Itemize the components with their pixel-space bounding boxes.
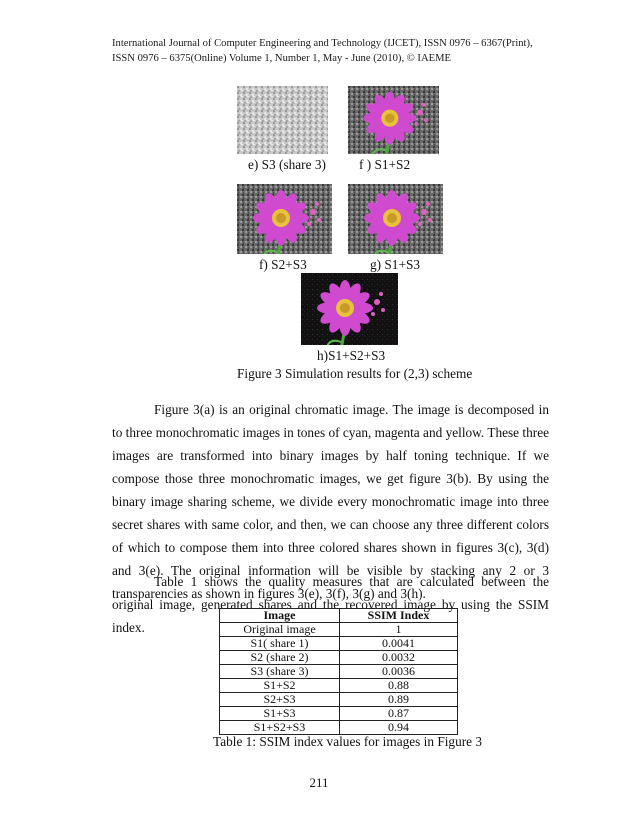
journal-header [112,36,552,66]
header-line-2: ISSN 0976 – 6375(Online) Volume 1, Number 1, May - June (2010), © IAEME [112,53,451,64]
figure-g-s1s3-image [348,184,443,254]
table-row [220,679,458,693]
figure-e-share3-image [237,86,328,154]
table-cell-ssim: 0.89 [340,693,458,707]
table-cell-image: S1( share 1) [220,637,340,651]
table-header-image: Image [220,609,340,623]
paragraph-1-text: Figure 3(a) is an original chromatic image. The image is decomposed in to three monochromatic images in tones of cyan, magenta and yellow. These three images are transformed into binary images by half toning technique. If we compose those three monochromatic images, we get figure 3(b). By using the binary image sharing scheme, we divide every monochromatic image into three secret shares with same color, and then, we can choose any three different colors of which to compose them into three colored shares shown in figures 3(c), 3(d) and 3(e). The original information will be visible by stacking any 2 or 3 transparencies as shown in figures 3(e), 3(f), 3(g) and 3(h). [112,402,549,601]
figure-h-s1s2s3-image [301,273,398,345]
table-cell-image: S2+S3 [220,693,340,707]
caption-h: h)S1+S2+S3 [317,348,386,363]
table-cell-image: S3 (share 3) [220,665,340,679]
table-cell-ssim: 0.0041 [340,637,458,651]
table-header-row [220,609,458,623]
table-cell-image: S1+S2+S3 [220,721,340,735]
table-cell-ssim: 0.88 [340,679,458,693]
table-cell-ssim: 1 [340,623,458,637]
table-cell-ssim: 0.94 [340,721,458,735]
table-row [220,721,458,735]
figure-3-caption: Figure 3 Simulation results for (2,3) scheme [237,366,473,381]
table-1-caption: Table 1: SSIM index values for images in Figure 3 [213,734,483,749]
table-cell-ssim: 0.87 [340,707,458,721]
table-cell-image: S1+S3 [220,707,340,721]
figure-f-s1s2-image [348,86,439,154]
table-row [220,665,458,679]
ssim-table [219,608,458,735]
table-row [220,651,458,665]
table-row [220,693,458,707]
header-line-1: International Journal of Computer Engineering and Technology (IJCET), ISSN 0976 – 6367(Print), [112,38,533,49]
table-cell-image: S2 (share 2) [220,651,340,665]
figure-f-s2s3-image [237,184,332,254]
table-row [220,623,458,637]
table-cell-image: Original image [220,623,340,637]
table-row [220,637,458,651]
table-row [220,707,458,721]
table-cell-image: S1+S2 [220,679,340,693]
table-cell-ssim: 0.0032 [340,651,458,665]
table-cell-ssim: 0.0036 [340,665,458,679]
caption-g: g) S1+S3 [370,257,420,272]
page-number: 211 [309,775,329,790]
table-header-ssim: SSIM Index [340,609,458,623]
caption-f-s1s2: f ) S1+S2 [359,157,411,172]
caption-f-s2s3: f) S2+S3 [259,257,307,272]
paragraph-2-text: Table 1 shows the quality measures that are calculated between the original image, generated shares and the recovered image by using the SSIM index. [112,574,549,635]
caption-e: e) S3 (share 3) [248,157,326,172]
